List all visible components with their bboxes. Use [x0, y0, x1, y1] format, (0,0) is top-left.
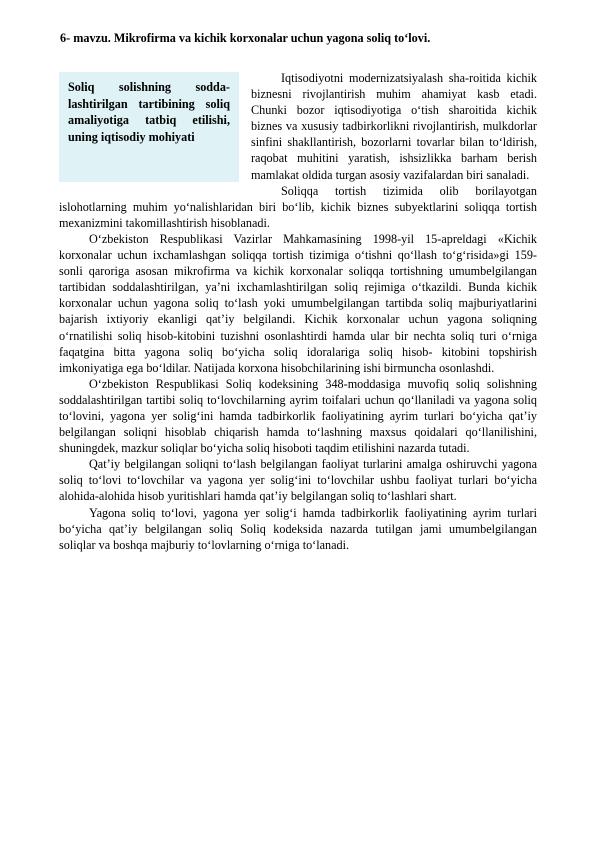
paragraph-6: Yagona soliq to‘lovi, yagona yer solig‘i hamda tadbirkorlik faoliyatining ayrim turlari bo‘yicha qat’iy belgilangan soliq Soliq kodeksida nazarda tutilgan jami umumbelgilangan soliqlar va boshqa majburiy to‘lovlarning o‘rniga to‘lanadi.: [59, 505, 537, 552]
paragraph-1-text: Iqtisodiyotni modernizatsiyalash sha-roitida kichik biznesni rivojlantirish muhim ahamiyat kasb etadi. Chunki bozor iqtisodiyotiga o‘tish sharoitida kichik biznes va xususiy tadbirkorlikni rivojlantirish, mulkdorlar sinfini shakllantirish, bozorlarni tovarlar bilan to‘ldirish, raqobat muhitini yaratish, ishsizlikka barham berish mamlakat oldida turgan asosiy vazifalardan biri sanaladi.: [251, 71, 537, 182]
topic-sidebox: Soliq solishning sodda-lashtirilgan tartibining soliq amaliyotiga tatbiq etilishi, uning iqtisodiy mohiyati: [59, 72, 239, 182]
paragraph-1: [59, 70, 537, 183]
paragraph-3: O‘zbekiston Respublikasi Vazirlar Mahkamasining 1998-yil 15-apreldagi «Kichik korxonalar uchun ixchamlashgan soliqqa tortish tizimiga o‘tishni qo‘llash to‘g‘risida»gi 159-sonli qaroriga asosan mikrofirma va kichik korxonalar soliqqa tortishning umumbelgilangan tartibidan soddalashtirilgan, ya’ni ixchamlashtirilgan soliq rejimiga o‘tkazildi. Bunda kichik korxonalar uchun yagona soliq to‘lash yoki umumbelgilangan tartibda soliq majburiyatlarini bajarish ixtiyoriy ekanligi qat’iy belgilandi. Kichik korxonalar uchun yagona soliqning o‘rnatilishi soliq hisob-kitobini tuzishni osonlashtirdi hamda ular bir nechta soliq turi o‘rniga faqatgina bitta yagona soliq bo‘yicha soliq idoralariga soliq hisob- kitobini topshirish imkoniyatiga ega bo‘ldilar. Natijada korxona hisobchilarining ishi birmuncha osonlashdi.: [59, 231, 537, 375]
paragraph-5: Qat’iy belgilangan soliqni to‘lash belgilangan faoliyat turlarini amalga oshiruvchi yagona soliq to‘lovi to‘lovchilar va yagona yer solig‘ini to‘lovchilar ushbu faoliyat turlari bo‘yicha alohida-alohida hisob yuritishlari hamda qat’iy belgilangan soliq to‘lashlari shart.: [59, 457, 537, 504]
body-text: [59, 70, 537, 553]
paragraph-4: O‘zbekiston Respublikasi Soliq kodeksining 348-moddasiga muvofiq soliq solishning soddalashtirilgan tartibi soliq to‘lovchilarning ayrim toifalari uchun qo‘llaniladi va yagona soliq to‘lovini, yagona yer solig‘ini hamda tadbirkorlik faoliyatining ayrim turlari bo‘yicha qat’iy belgilangan soliqni hisoblab chiqarish hamda to‘lashning maxsus qoidalari qo‘llanilishini, shuningdek, mazkur soliqlar bo‘yicha soliq hisoboti taqdim etilishini nazarda tutadi.: [59, 376, 537, 456]
section-heading: 6- mavzu. Mikrofirma va kichik korxonalar uchun yagona soliq to‘lovi.: [60, 31, 431, 45]
paragraph-2: Soliqqa tortish tizimida olib borilayotgan islohotlarning muhim yo‘nalishlaridan biri bo‘lib, kichik biznes subyektlarini soliqqa tortish mexanizmini takomillashtirish hisoblanadi.: [59, 183, 537, 230]
